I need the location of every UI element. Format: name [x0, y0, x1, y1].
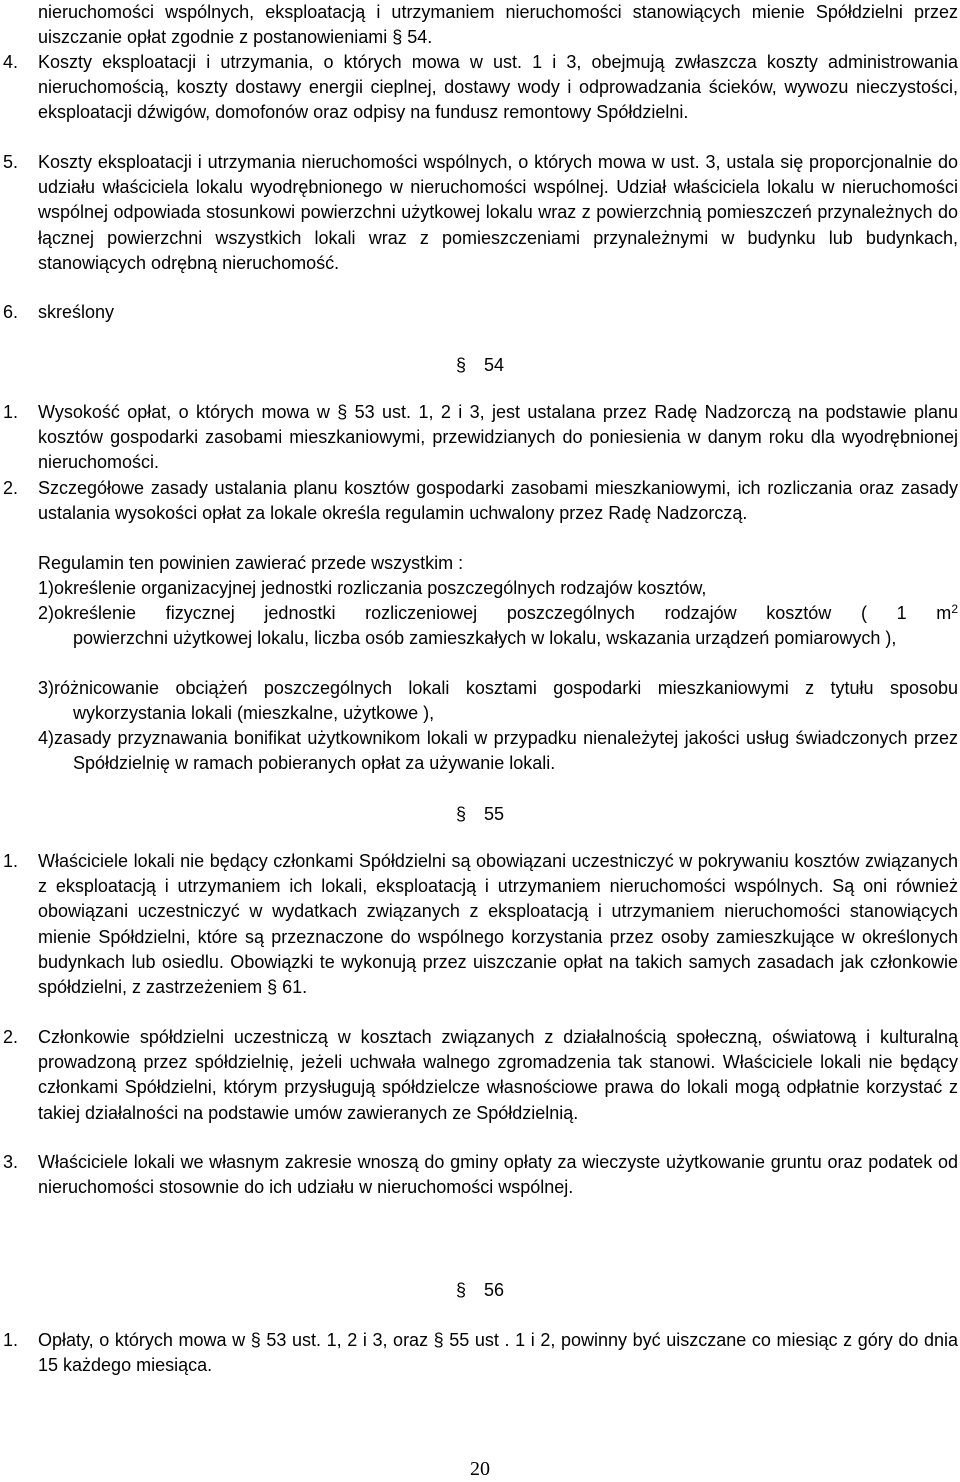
paragraph-56-1	[0, 1328, 958, 1378]
paragraph-53-6	[0, 300, 958, 325]
paragraph-text: Wysokość opłat, o których mowa w § 53 ust. 1, 2 i 3, jest ustalana przez Radę Nadzorczą na podstawie planu kosztów gospodarki zasobami mieszkaniowymi, przewidzianych do poniesienia w danym roku dla wyodrębnionej nieruchomości.	[38, 402, 958, 473]
paragraph-text: Właściciele lokali we własnym zakresie wnoszą do gminy opłaty za wieczyste użytkowanie gruntu oraz podatek od nieruchomości stosownie do ich udziału w nieruchomości wspólnej.	[38, 1152, 958, 1198]
paragraph-54-1	[0, 400, 958, 476]
paragraph-55-2	[0, 1025, 958, 1126]
paragraph-number: 1.	[3, 851, 19, 871]
list-text: określenie fizycznej jednostki rozliczeniowej poszczególnych rodzajów kosztów ( 1 m	[54, 603, 952, 623]
paragraph-text: Właściciele lokali nie będący członkami Spółdzielni są obowiązani uczestniczyć w pokrywaniu kosztów związanych z eksploatacją i utrzymaniem ich lokali, eksploatacją i utrzymaniem nieruchomości wspólnych. Są oni również obowiązani uczestniczyć w wydatkach związanych z eksploatacją i utrzymaniem nieruchomości stanowiących mienie Spółdzielni, które są przeznaczone do wspólnego korzystania przez osoby zamieszkujące w określonych budynkach lub osiedlu. Obowiązki te wykonują przez uiszczanie opłat na takich samych zasadach jak członkowie spółdzielni, z zastrzeżeniem § 61.	[38, 851, 958, 998]
paragraph-text: nieruchomości wspólnych, eksploatacją i utrzymaniem nieruchomości stanowiących mienie Spółdzielni przez uiszczanie opłat zgodnie z postanowieniami § 54.	[38, 2, 958, 48]
paragraph-text: Koszty eksploatacji i utrzymania nieruchomości wspólnych, o których mowa w ust. 3, ustala się proporcjonalnie do udziału właściciela lokalu wyodrębnionego w nieruchomości wspólnej. Udział właściciela lokalu w nieruchomości wspólnej odpowiada stosunkowi powierzchni użytkowej lokalu wraz z powierzchnią pomieszczeń przynależnych do łącznej powierzchni wszystkich lokali wraz z pomieszczeniami przynależnymi w budynku lub budynkach, stanowiących odrębną nieruchomość.	[38, 152, 958, 273]
list-text: zasady przyznawania bonifikat użytkownikom lokali w przypadku nienależytej jakości usług świadczonych przez Spółdzielnię w ramach pobieranych opłat za używanie lokali.	[54, 728, 958, 774]
list-item-2	[38, 601, 958, 651]
paragraph-55-1	[0, 849, 958, 1000]
paragraph-text: Opłaty, o których mowa w § 53 ust. 1, 2 i 3, oraz § 55 ust . 1 i 2, powinny być uiszczane co miesiąc z góry do dnia 15 każdego miesiąca.	[38, 1330, 958, 1376]
section-heading-55	[456, 801, 504, 827]
paragraph-number: 1.	[3, 402, 19, 422]
section-number: 56	[484, 1280, 505, 1300]
section-number: 55	[484, 804, 505, 824]
list-number: 2)	[38, 603, 55, 623]
regulation-intro	[0, 551, 958, 576]
list-number: 4)	[38, 728, 55, 748]
paragraph-number: 1.	[3, 1330, 19, 1350]
paragraph-53-4	[0, 50, 958, 126]
paragraph-number: 3.	[3, 1152, 19, 1172]
page-number: 20	[470, 1458, 490, 1480]
section-heading-54	[456, 352, 504, 378]
paragraph-text: Szczegółowe zasady ustalania planu kosztów gospodarki zasobami mieszkaniowymi, ich rozliczania oraz zasady ustalania wysokości opłat za lokale określa regulamin uchwalony przez Radę Nadzorczą.	[38, 478, 958, 524]
paragraph-number: 4.	[3, 52, 19, 72]
paragraph-text: skreślony	[38, 302, 115, 322]
section-sign: §	[456, 1280, 467, 1300]
section-sign: §	[456, 355, 467, 375]
section-sign: §	[456, 804, 467, 824]
list-item-1	[38, 576, 958, 601]
paragraph-53-3-tail	[0, 0, 958, 50]
paragraph-text: Koszty eksploatacji i utrzymania, o których mowa w ust. 1 i 3, obejmują zwłaszcza koszty administrowania nieruchomością, koszty dostawy energii cieplnej, dostawy wody i odprowadzania ścieków, wywozu nieczystości, eksploatacji dźwigów, domofonów oraz odpisy na fundusz remontowy Spółdzielni.	[38, 52, 958, 123]
list-text: różnicowanie obciążeń poszczególnych lokali kosztami gospodarki mieszkaniowymi z tytułu sposobu wykorzystania lokali (mieszkalne, użytkowe ),	[54, 678, 958, 724]
superscript: 2	[951, 602, 958, 616]
section-heading-56	[456, 1277, 504, 1303]
list-text: określenie organizacyjnej jednostki rozliczania poszczególnych rodzajów kosztów,	[54, 578, 707, 598]
list-number: 3)	[38, 678, 55, 698]
paragraph-number: 5.	[3, 152, 19, 172]
paragraph-number: 6.	[3, 302, 19, 322]
paragraph-53-5	[0, 150, 958, 276]
paragraph-text: Regulamin ten powinien zawierać przede wszystkim :	[38, 553, 464, 573]
paragraph-number: 2.	[3, 1027, 19, 1047]
list-text-continued: powierzchni użytkowej lokalu, liczba osób zamieszkałych w lokalu, wskazania urządzeń pomiarowych ),	[73, 628, 897, 649]
paragraph-54-2	[0, 476, 958, 526]
paragraph-55-3	[0, 1150, 958, 1200]
paragraph-text: Członkowie spółdzielni uczestniczą w kosztach związanych z działalnością społeczną, oświatową i kulturalną prowadzoną przez spółdzielnię, jeżeli uchwała walnego zgromadzenia tak stanowi. Właściciele lokali nie będący członkami Spółdzielni, którym przysługują spółdzielcze własnościowe prawa do lokali mogą odpłatnie korzystać z takiej działalności na podstawie umów zawieranych ze Spółdzielnią.	[38, 1027, 958, 1123]
list-number: 1)	[38, 578, 55, 598]
list-item-4	[38, 726, 958, 776]
paragraph-number: 2.	[3, 478, 19, 498]
list-item-3	[38, 676, 958, 726]
section-number: 54	[484, 355, 505, 375]
